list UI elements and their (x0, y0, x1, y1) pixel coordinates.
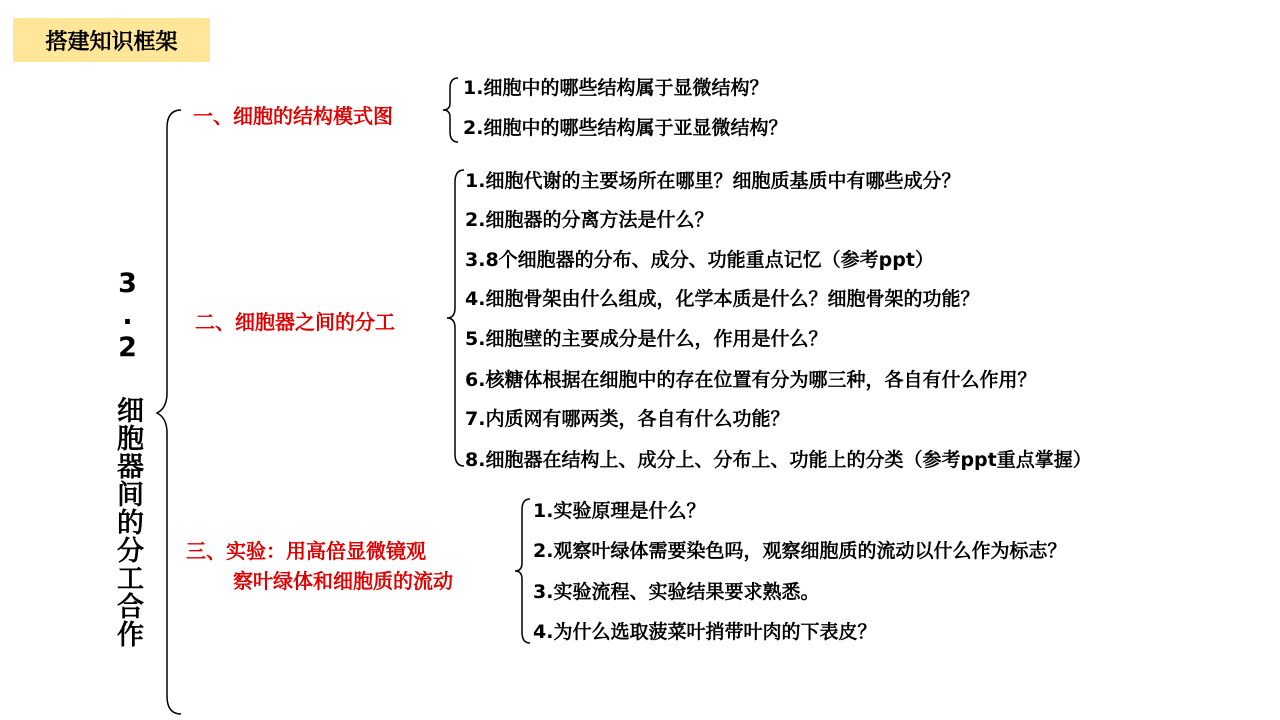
section-2-brace (444, 168, 466, 468)
section-3-question-4: 4.为什么选取菠菜叶捎带叶肉的下表皮？ (533, 621, 877, 643)
section-1-brace (440, 76, 460, 144)
section-1-question-2: 2.细胞中的哪些结构属于亚显微结构？ (463, 117, 788, 139)
section-1-title: 一、细胞的结构模式图 (193, 104, 393, 128)
section-2-question-4: 4.细胞骨架由什么组成，化学本质是什么？细胞骨架的功能？ (465, 288, 980, 310)
section-2-question-1: 1.细胞代谢的主要场所在哪里？细胞质基质中有哪些成分？ (465, 170, 961, 192)
section-1-question-1: 1.细胞中的哪些结构属于显微结构？ (463, 77, 769, 99)
section-2-question-5: 5.细胞壁的主要成分是什么，作用是什么？ (465, 328, 828, 350)
header-tag: 搭建知识框架 (13, 18, 210, 62)
section-3-question-1: 1.实验原理是什么？ (533, 500, 706, 522)
section-3-brace (512, 497, 532, 645)
section-2-title: 二、细胞器之间的分工 (195, 310, 395, 334)
main-title: 3.2 细胞器间的分工合作 (112, 268, 143, 648)
section-2-question-6: 6.核糖体根据在细胞中的存在位置有分为哪三种，各自有什么作用？ (465, 369, 1037, 391)
section-2-question-7: 7.内质网有哪两类，各自有什么功能？ (465, 408, 790, 430)
section-3-question-2: 2.观察叶绿体需要染色吗，观察细胞质的流动以什么作为标志？ (533, 540, 1067, 562)
section-2-question-2: 2.细胞器的分离方法是什么？ (465, 209, 714, 231)
section-3-question-3: 3.实验流程、实验结果要求熟悉。 (533, 581, 820, 603)
section-2-question-8: 8.细胞器在结构上、成分上、分布上、功能上的分类（参考ppt重点掌握） (465, 449, 1092, 471)
main-brace (155, 108, 185, 718)
section-3-title-line-2: 察叶绿体和细胞质的流动 (233, 569, 453, 593)
section-3-title-line-1: 三、实验：用高倍显微镜观 (186, 539, 426, 563)
section-2-question-3: 3.8个细胞器的分布、成分、功能重点记忆（参考ppt） (465, 249, 934, 271)
